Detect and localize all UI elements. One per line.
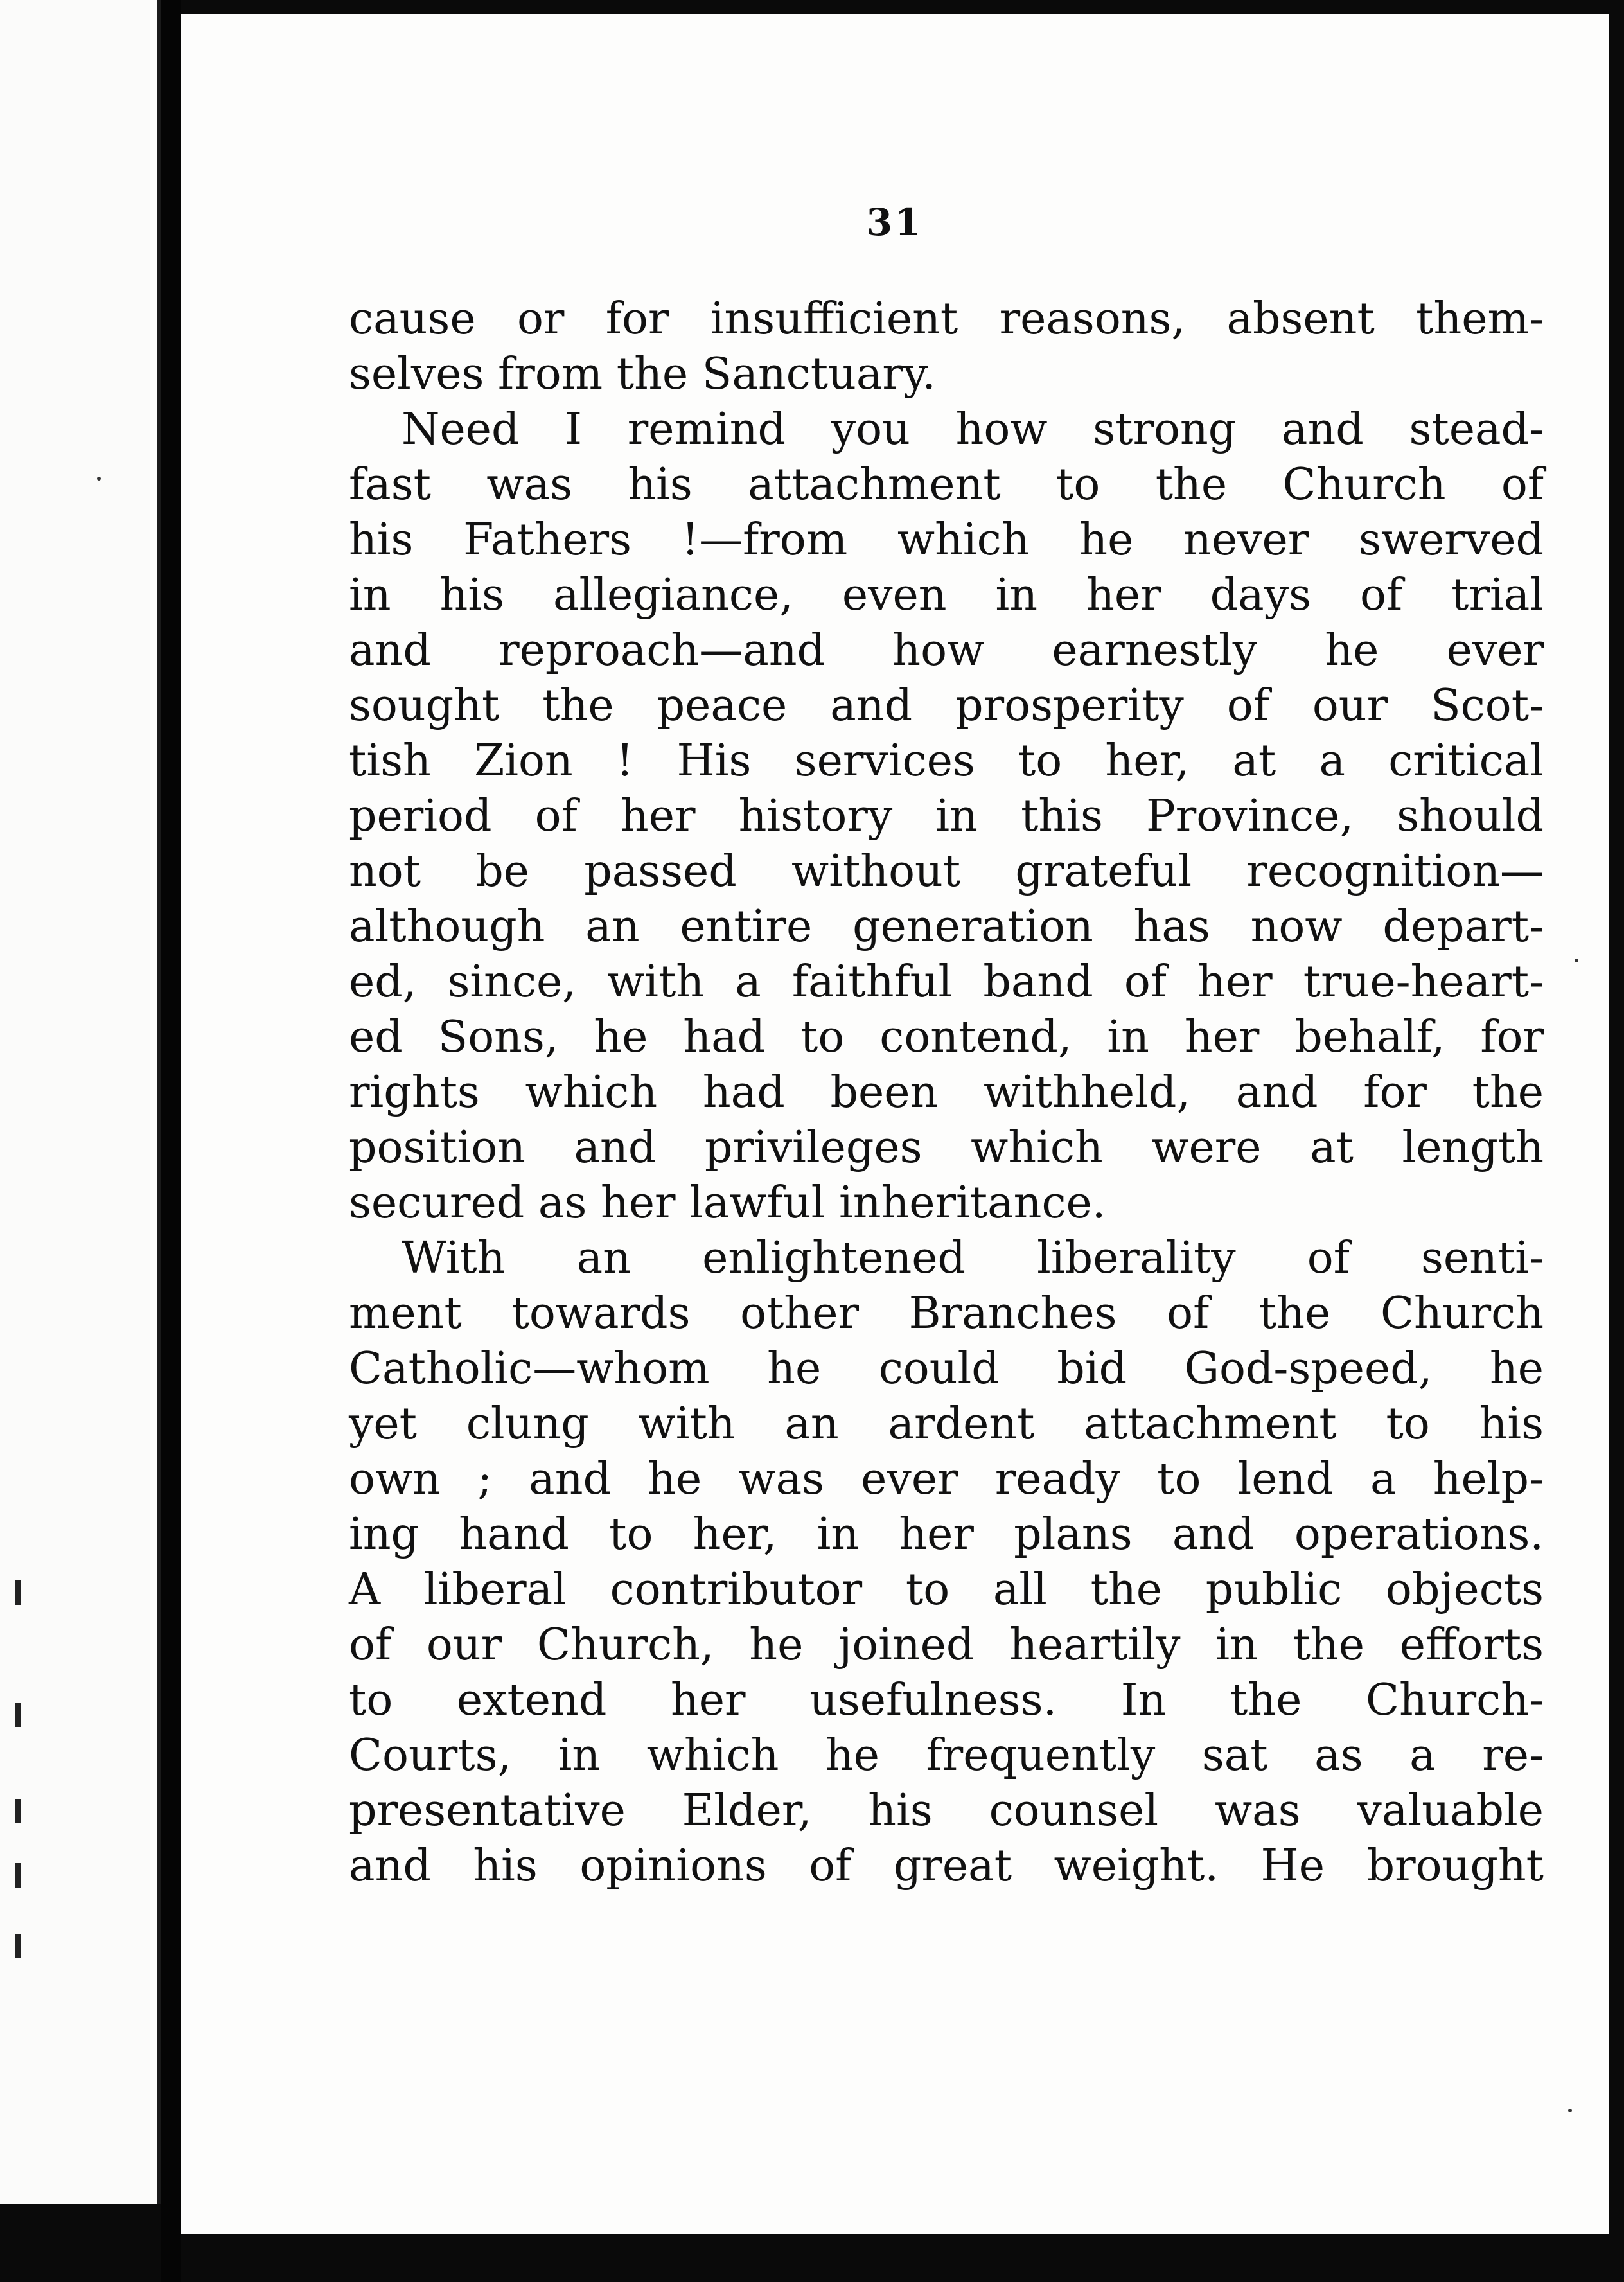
text-line: and his opinions of great weight. He brought [349, 1841, 1544, 1891]
book-page [181, 14, 1609, 2234]
text-line: tish Zion ! His services to her, at a critical [349, 736, 1544, 786]
page-number: 31 [866, 200, 924, 244]
text-line: in his allegiance, even in her days of trial [349, 570, 1544, 621]
book-gutter [161, 0, 181, 2282]
text-line: ed, since, with a faithful band of her true-heart- [349, 957, 1544, 1007]
paragraph [349, 402, 1544, 1231]
text-line: Catholic—whom he could bid God-speed, he [349, 1343, 1544, 1394]
text-line: although an entire generation has now depart- [349, 901, 1544, 952]
print-speck [1568, 2109, 1572, 2112]
text-line: fast was his attachment to the Church of [349, 459, 1544, 510]
text-line: secured as her lawful inheritance. [349, 1178, 1106, 1228]
text-line: rights which had been withheld, and for the [349, 1067, 1544, 1118]
print-speck [97, 477, 101, 481]
text-line: sought the peace and prosperity of our Scot- [349, 680, 1544, 731]
paragraph [349, 1231, 1544, 1894]
text-line: selves from the Sanctuary. [349, 349, 936, 400]
body-text [349, 292, 1544, 1894]
text-line: yet clung with an ardent attachment to his [349, 1399, 1544, 1449]
text-line: own ; and he was ever ready to lend a help- [349, 1454, 1544, 1505]
text-line: A liberal contributor to all the public objects [349, 1564, 1544, 1615]
text-line: With an enlightened liberality of senti- [402, 1233, 1544, 1284]
paragraph [349, 292, 1544, 402]
facing-page-mark [15, 1934, 21, 1958]
text-line: Courts, in which he frequently sat as a re- [349, 1730, 1544, 1781]
text-line: Need I remind you how strong and stead- [402, 404, 1544, 455]
text-line: presentative Elder, his counsel was valuable [349, 1785, 1544, 1836]
text-line: cause or for insufficient reasons, absent them- [349, 294, 1544, 344]
text-line: ment towards other Branches of the Church [349, 1288, 1544, 1339]
facing-page-edge [0, 0, 161, 2204]
text-line: his Fathers !—from which he never swerved [349, 515, 1544, 565]
text-line: ing hand to her, in her plans and operations. [349, 1509, 1544, 1560]
facing-page-mark [15, 1580, 21, 1605]
text-line: of our Church, he joined heartily in the efforts [349, 1620, 1544, 1670]
print-speck [1575, 959, 1578, 962]
facing-page-mark [15, 1703, 21, 1727]
text-line: not be passed without grateful recognition— [349, 846, 1544, 897]
facing-page-mark [15, 1863, 21, 1888]
text-line: ed Sons, he had to contend, in her behalf, for [349, 1012, 1544, 1063]
text-line: period of her history in this Province, should [349, 791, 1544, 842]
text-line: to extend her usefulness. In the Church- [349, 1675, 1544, 1726]
text-line: position and privileges which were at length [349, 1122, 1544, 1173]
facing-page-mark [15, 1799, 21, 1823]
text-line: and reproach—and how earnestly he ever [349, 625, 1544, 676]
